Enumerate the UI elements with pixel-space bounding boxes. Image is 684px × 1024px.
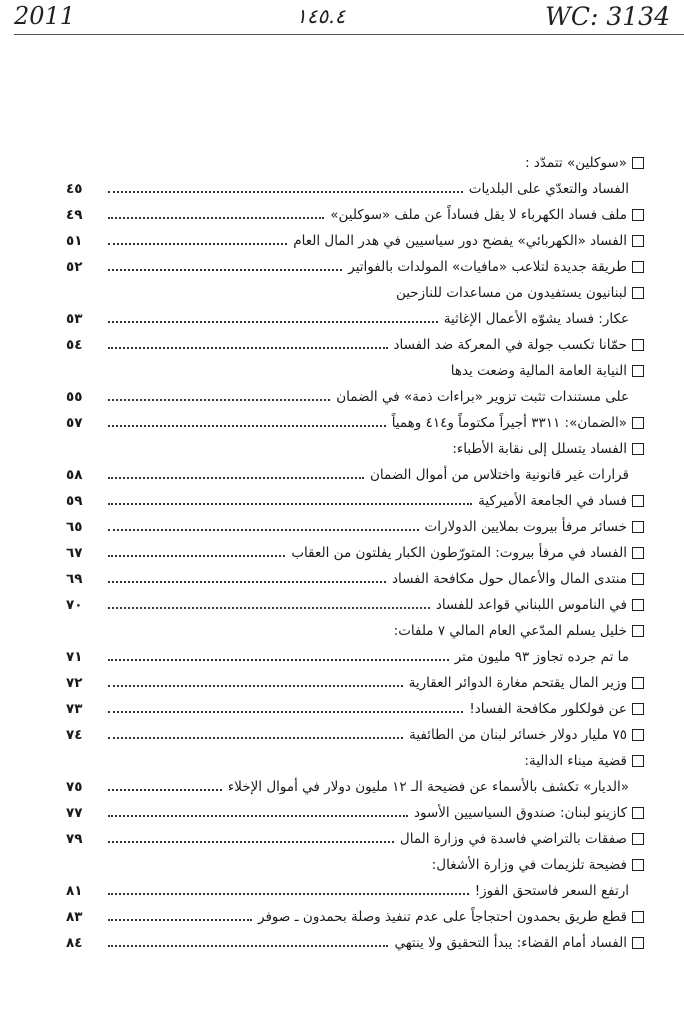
- toc-entry: [66, 722, 644, 748]
- dot-leader: [108, 191, 463, 193]
- checkbox-icon: [632, 417, 644, 429]
- toc-entry-title: ملف فساد الكهرباء لا يقل فساداً عن ملف «سوكلين»: [330, 207, 627, 223]
- toc-entry: [66, 800, 644, 826]
- dot-leader: [108, 399, 330, 401]
- toc-entry: [66, 644, 644, 670]
- checkbox-icon: [632, 937, 644, 949]
- checkbox-icon: [632, 573, 644, 585]
- toc-entry-page: ٧٥: [66, 779, 83, 795]
- toc-entry-page: ٥٧: [66, 415, 83, 431]
- toc-entry-title: طريقة جديدة لتلاعب «مافيات» المولدات بالفواتير: [348, 259, 627, 275]
- toc-entry-page: ٨٤: [66, 935, 83, 951]
- toc-entry-title: على مستندات تثبت تزوير «براءات ذمة» في الضمان: [336, 389, 629, 405]
- toc-entry-title: ما تم جرده تجاوز ٩٣ مليون متر: [454, 649, 629, 665]
- toc-entry-page: ٧٤: [66, 727, 83, 743]
- checkbox-icon: [632, 833, 644, 845]
- toc-entry-page: ٨٣: [66, 909, 83, 925]
- toc-entry-title: الفساد في مرفأ بيروت: المتورّطون الكبار يفلتون من العقاب: [291, 545, 627, 561]
- dot-leader: [108, 685, 403, 687]
- toc-entry-title: صفقات بالتراضي فاسدة في وزارة المال: [399, 831, 627, 847]
- table-of-contents: [66, 150, 644, 956]
- toc-entry-title: وزير المال يقتحم مغارة الدوائر العقارية: [408, 675, 627, 691]
- toc-entry: [66, 254, 644, 280]
- toc-entry-title: النيابة العامة المالية وضعت يدها: [450, 363, 627, 379]
- dot-leader: [108, 321, 438, 323]
- dot-leader: [108, 711, 463, 713]
- toc-entry-page: ٥٥: [66, 389, 83, 405]
- dot-leader: [108, 919, 252, 921]
- toc-entry: [66, 774, 644, 800]
- checkbox-icon: [632, 807, 644, 819]
- dot-leader: [108, 217, 324, 219]
- toc-entry: [66, 514, 644, 540]
- toc-entry-title: «الضمان»: ٣٣١١ أجيراً مكتوماً و٤١٤ وهمياً: [391, 415, 627, 431]
- toc-entry-page: ٥٤: [66, 337, 83, 353]
- toc-entry: [66, 280, 644, 306]
- toc-entry-title: خليل يسلم المدّعي العام المالي ٧ ملفات:: [393, 623, 627, 639]
- dot-leader: [108, 841, 394, 843]
- dot-leader: [108, 893, 469, 895]
- toc-entry-page: ٨١: [66, 883, 83, 899]
- toc-entry: [66, 930, 644, 956]
- toc-entry-title: قطع طريق بحمدون احتجاجاً على عدم تنفيذ وصلة بحمدون ـ صوفر: [258, 909, 627, 925]
- toc-entry-title: فضيحة تلزيمات في وزارة الأشغال:: [431, 857, 627, 873]
- toc-entry: [66, 384, 644, 410]
- dot-leader: [108, 945, 388, 947]
- toc-entry-title: قرارات غير قانونية واختلاس من أموال الضمان: [370, 467, 629, 483]
- toc-entry: [66, 566, 644, 592]
- toc-entry-title: ٧٥ مليار دولار خسائر لبنان من الطائفية: [409, 727, 627, 743]
- toc-entry-title: كازينو لبنان: صندوق السياسيين الأسود: [413, 805, 627, 821]
- toc-entry-page: ٧١: [66, 649, 83, 665]
- toc-entry: [66, 358, 644, 384]
- toc-entry-page: ٤٩: [66, 207, 83, 223]
- handwritten-year: 2011: [14, 2, 76, 30]
- dot-leader: [108, 243, 287, 245]
- toc-entry: [66, 176, 644, 202]
- dot-leader: [108, 815, 408, 817]
- checkbox-icon: [632, 521, 644, 533]
- toc-entry: [66, 878, 644, 904]
- toc-entry-page: ٧٧: [66, 805, 83, 821]
- toc-entry-page: ٦٩: [66, 571, 83, 587]
- dot-leader: [108, 737, 403, 739]
- toc-entry: [66, 670, 644, 696]
- toc-entry-title: فساد في الجامعة الأميركية: [478, 493, 627, 509]
- toc-entry-title: قضية ميناء الدالية:: [524, 753, 627, 769]
- checkbox-icon: [632, 287, 644, 299]
- checkbox-icon: [632, 495, 644, 507]
- toc-entry-page: ٥٩: [66, 493, 83, 509]
- toc-entry-title: حمّانا تكسب جولة في المعركة ضد الفساد: [393, 337, 627, 353]
- dot-leader: [108, 607, 430, 609]
- toc-entry: [66, 826, 644, 852]
- toc-entry: [66, 852, 644, 878]
- toc-entry-page: ٥٢: [66, 259, 83, 275]
- checkbox-icon: [632, 547, 644, 559]
- checkbox-icon: [632, 157, 644, 169]
- toc-entry-page: ٧٠: [66, 597, 83, 613]
- checkbox-icon: [632, 729, 644, 741]
- toc-entry: [66, 488, 644, 514]
- toc-entry: [66, 228, 644, 254]
- checkbox-icon: [632, 599, 644, 611]
- dot-leader: [108, 347, 388, 349]
- checkbox-icon: [632, 911, 644, 923]
- checkbox-icon: [632, 261, 644, 273]
- toc-entry-page: ٥٣: [66, 311, 83, 327]
- checkbox-icon: [632, 443, 644, 455]
- toc-entry-page: ٥١: [66, 233, 83, 249]
- dot-leader: [108, 425, 386, 427]
- dot-leader: [108, 503, 472, 505]
- dot-leader: [108, 789, 222, 791]
- checkbox-icon: [632, 339, 644, 351]
- toc-entry: [66, 436, 644, 462]
- toc-entry: [66, 540, 644, 566]
- checkbox-icon: [632, 235, 644, 247]
- dot-leader: [108, 477, 364, 479]
- toc-entry: [66, 306, 644, 332]
- toc-entry-title: في الناموس اللبناني قواعد للفساد: [435, 597, 627, 613]
- toc-entry: [66, 904, 644, 930]
- toc-entry: [66, 202, 644, 228]
- toc-entry-title: عن فولكلور مكافحة الفساد!: [469, 701, 627, 717]
- toc-entry-page: ٦٧: [66, 545, 83, 561]
- toc-entry-page: ٧٢: [66, 675, 83, 691]
- toc-entry: [66, 332, 644, 358]
- toc-entry-page: ٦٥: [66, 519, 83, 535]
- dot-leader: [108, 269, 342, 271]
- dot-leader: [108, 581, 386, 583]
- checkbox-icon: [632, 209, 644, 221]
- toc-entry-page: ٧٩: [66, 831, 83, 847]
- dot-leader: [108, 659, 449, 661]
- toc-entry-page: ٥٨: [66, 467, 83, 483]
- toc-entry-title: خسائر مرفأ بيروت بملايين الدولارات: [424, 519, 627, 535]
- toc-entry-title: الفساد «الكهربائي» يفضح دور سياسيين في هدر المال العام: [293, 233, 627, 249]
- toc-entry: [66, 592, 644, 618]
- checkbox-icon: [632, 859, 644, 871]
- toc-entry-title: الفساد يتسلل إلى نقابة الأطباء:: [452, 441, 627, 457]
- dot-leader: [108, 529, 419, 531]
- toc-entry-page: ٤٥: [66, 181, 83, 197]
- toc-entry: [66, 748, 644, 774]
- checkbox-icon: [632, 677, 644, 689]
- checkbox-icon: [632, 365, 644, 377]
- handwritten-catalog-number: ١٤٥.٤: [296, 4, 346, 28]
- toc-entry-title: «سوكلين» تتمدّد :: [525, 155, 627, 171]
- toc-entry-title: الفساد أمام القضاء: يبدأ التحقيق ولا ينتهي: [394, 935, 627, 951]
- toc-entry-title: «الديار» تكشف بالأسماء عن فضيحة الـ ١٢ مليون دولار في أموال الإخلاء: [227, 779, 629, 795]
- toc-entry: [66, 462, 644, 488]
- toc-entry: [66, 410, 644, 436]
- toc-entry-title: ارتفع السعر فاستحق الفوز!: [474, 883, 629, 899]
- checkbox-icon: [632, 755, 644, 767]
- checkbox-icon: [632, 703, 644, 715]
- toc-entry: [66, 150, 644, 176]
- header-rule: [14, 34, 684, 35]
- toc-entry-title: منتدى المال والأعمال حول مكافحة الفساد: [391, 571, 627, 587]
- toc-entry: [66, 696, 644, 722]
- toc-entry: [66, 618, 644, 644]
- checkbox-icon: [632, 625, 644, 637]
- toc-entry-title: عكار: فساد يشوّه الأعمال الإغاثية: [443, 311, 629, 327]
- toc-entry-title: لبنانيون يستفيدون من مساعدات للنازحين: [395, 285, 627, 301]
- handwritten-word-count: WC: 3134: [545, 2, 670, 31]
- toc-entry-title: الفساد والتعدّي على البلديات: [468, 181, 629, 197]
- dot-leader: [108, 555, 285, 557]
- toc-entry-page: ٧٣: [66, 701, 83, 717]
